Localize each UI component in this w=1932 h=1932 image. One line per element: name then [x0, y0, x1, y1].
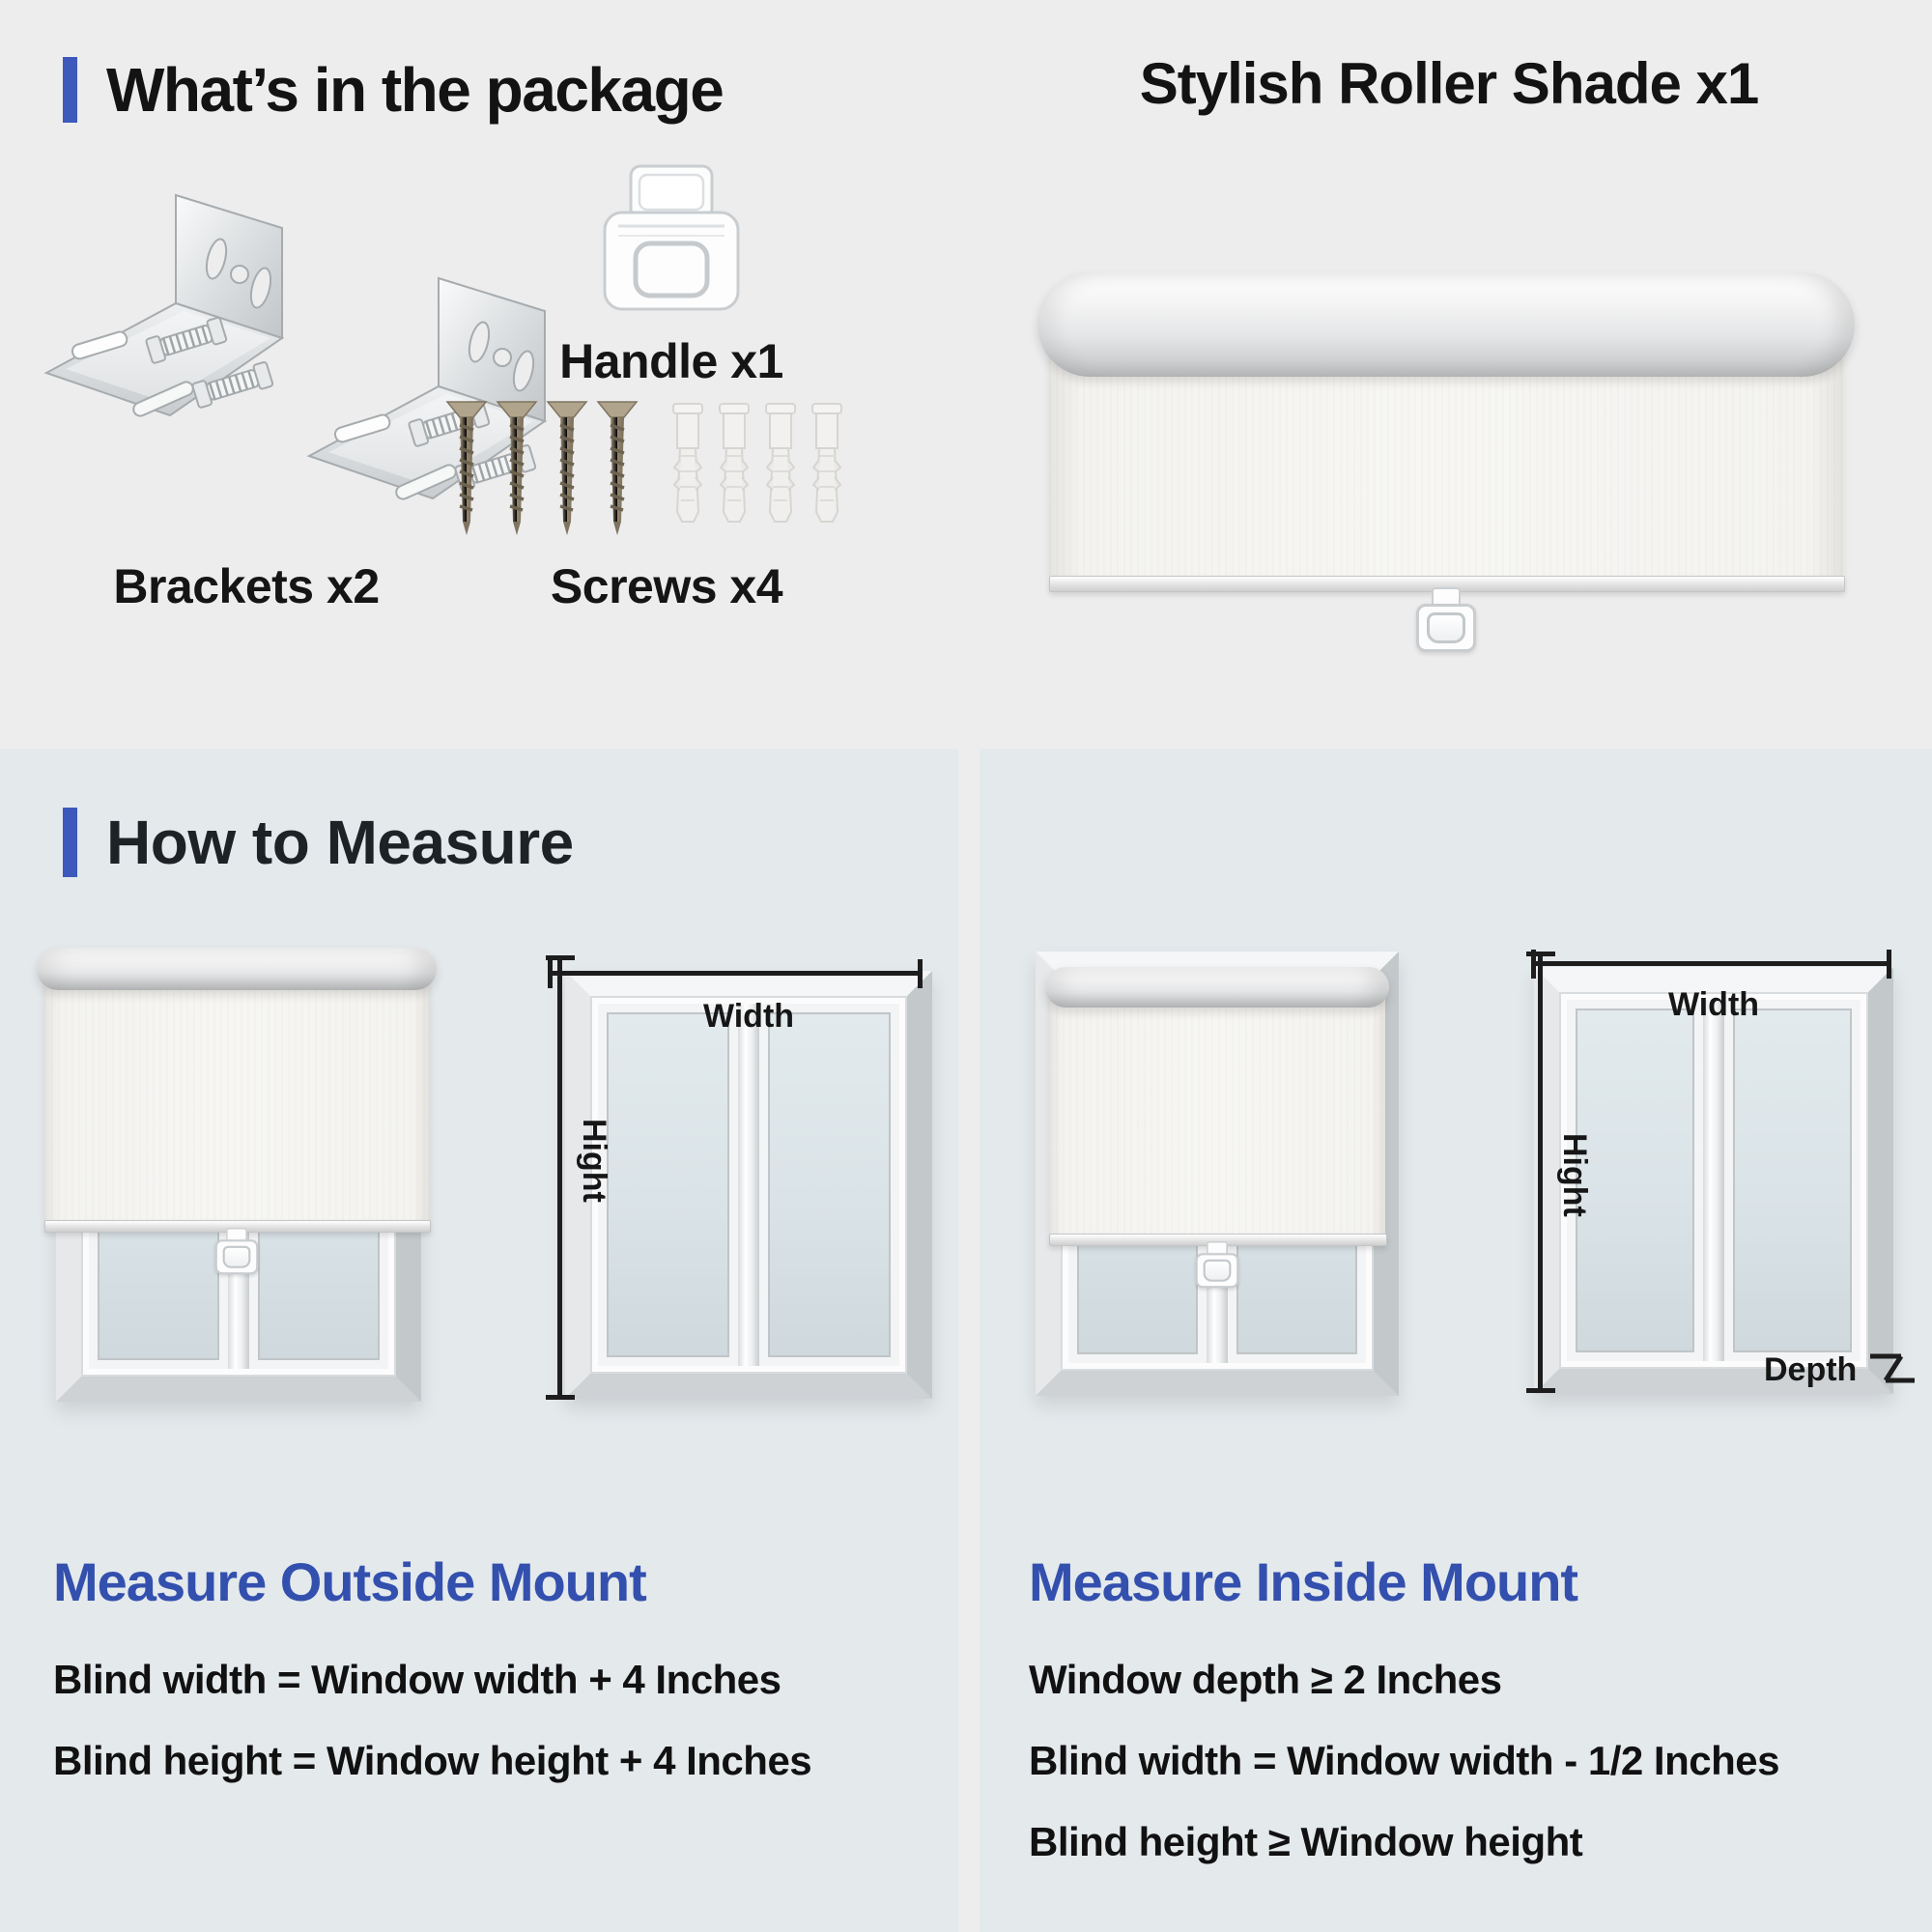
inside-dimensions-window-image [1534, 959, 1893, 1394]
width-dimension-line [1531, 961, 1891, 966]
shade-pull-handle-icon [1416, 587, 1476, 652]
shade-pull-handle-icon [1196, 1241, 1239, 1288]
window-pane [1724, 1000, 1861, 1361]
accent-bar-icon [63, 808, 77, 877]
height-label: Hight [1556, 1133, 1593, 1217]
inside-mount-rules [1029, 1657, 1779, 1900]
depth-mark-icon [1864, 1350, 1918, 1390]
screws-image [440, 398, 850, 545]
inside-mount-window-image [1036, 952, 1399, 1396]
measure-title: How to Measure [106, 808, 574, 877]
outside-mount-heading: Measure Outside Mount [53, 1551, 646, 1612]
screw-icons [447, 402, 637, 535]
measure-header [63, 807, 574, 878]
package-header [63, 54, 723, 126]
rule-line: Blind height = Window height + 4 Inches [53, 1738, 812, 1783]
shade-roll [1037, 272, 1855, 377]
width-label: Width [702, 998, 795, 1035]
outside-dimensions-window-image [546, 940, 932, 1402]
shade-roll [37, 948, 437, 990]
anchor-icons [673, 404, 841, 522]
shade-roll [1045, 967, 1389, 1008]
inside-mount-panel [980, 749, 1932, 1932]
shade-fabric [44, 982, 429, 1220]
depth-label: Depth [1764, 1350, 1858, 1388]
rule-line: Blind width = Window width + 4 Inches [53, 1657, 781, 1702]
width-dimension-line [548, 971, 923, 976]
shade-pull-handle-icon [215, 1228, 259, 1274]
rule-line: Window depth ≥ 2 Inches [1029, 1657, 1502, 1702]
window-mullion [738, 1004, 759, 1366]
outside-mount-panel [0, 749, 958, 1932]
package-title: What’s in the package [106, 55, 724, 125]
product-title: Stylish Roller Shade x1 [1139, 51, 1759, 116]
height-label: Hight [576, 1119, 612, 1203]
window-pane [598, 1004, 738, 1366]
width-label: Width [1667, 986, 1760, 1023]
rule-line: Blind height ≥ Window height [1029, 1819, 1583, 1864]
window-pane [759, 1004, 899, 1366]
inside-mount-heading: Measure Inside Mount [1029, 1551, 1578, 1612]
roller-shade-image [1037, 272, 1855, 649]
outside-mount-window-image [37, 940, 437, 1402]
handle-label: Handle x1 [559, 334, 783, 388]
rule-line: Blind width = Window width - 1/2 Inches [1029, 1738, 1779, 1783]
depth-annotation [1764, 1350, 1918, 1390]
accent-bar-icon [63, 57, 77, 123]
height-dimension-line [557, 955, 562, 1400]
brackets-label: Brackets x2 [113, 559, 380, 613]
window-mullion [1703, 1000, 1724, 1361]
outside-mount-rules [53, 1657, 811, 1819]
screws-label: Screws x4 [550, 559, 783, 613]
handle-image [601, 162, 742, 313]
shade-fabric [1049, 994, 1385, 1234]
